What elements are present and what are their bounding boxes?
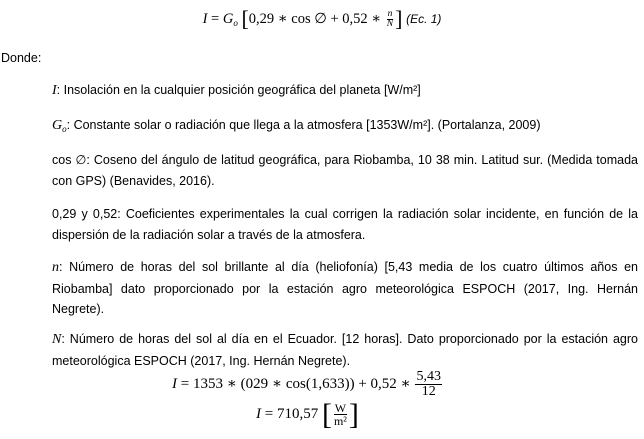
eq3-unit-num: W — [334, 401, 347, 416]
eq3-lhs: I — [256, 406, 261, 422]
definition-coefficients — [52, 204, 638, 245]
eq2-frac-num: 5,43 — [416, 369, 441, 384]
eq1-coef-a: 0,29 — [248, 11, 275, 27]
equation-result — [0, 398, 644, 432]
def-i-text: : Insolación en la cualquier posición geográfica del planeta [W/m²] — [56, 83, 421, 97]
def-big-n-text: : Número de horas del sol al día en el Ecuador. [12 horas]. Dato proporcionado por la estación agro meteorológica ESPOCH (2017, Ing. Hernán Negrete). — [52, 332, 638, 368]
eq2-fraction — [415, 370, 442, 399]
eq1-plus: + — [326, 11, 343, 27]
definition-n-big — [52, 329, 638, 371]
eq1-frac-den: N — [386, 19, 394, 30]
eq1-coef-b: 0,52 — [342, 11, 368, 27]
eq3-rhs: = 710,57 — [261, 406, 322, 422]
eq1-cos-phi: cos ∅ — [291, 11, 327, 27]
def-cos-text: : Coseno del ángulo de latitud geográfica, para Riobamba, 10 38 min. Latitud sur. (Medida tomada con GPS) (Benavides, 2016). — [52, 153, 638, 188]
eq1-fraction — [386, 10, 394, 30]
eq1-close-bracket: ] — [395, 6, 403, 31]
def-go-text: : Constante solar o radiación que llega a la atmosfera [1353W/m²]. (Portalanza, 2009) — [66, 118, 541, 132]
eq3-open-bracket: [ — [321, 398, 332, 431]
equation-calculation — [0, 370, 644, 399]
definition-n-small — [52, 257, 638, 320]
eq1-g-sub: o — [233, 18, 238, 28]
eq2-rhs: = 1353 ∗ (029 ∗ cos(1,633)) + 0,52 ∗ — [177, 375, 415, 392]
definition-i — [52, 80, 638, 102]
eq3-close-bracket: ] — [348, 398, 359, 431]
def-n-text: : Número de horas del sol brillante al día (heliofonía) [5,43 media de los cuatro últimos años en Riobamba] dato proporcionado por la estación agro meteorológica ESPOCH (2017, Ing. Hernán Negrete). — [52, 260, 638, 316]
eq1-times-1: ∗ — [274, 11, 292, 27]
eq2-frac-den: 12 — [421, 384, 436, 399]
eq3-unit-den: m² — [333, 414, 347, 429]
donde-label: Donde: — [1, 51, 42, 65]
def-go-symbol: G — [52, 118, 63, 133]
eq1-label: (Ec. 1) — [406, 12, 442, 26]
def-n-symbol: n — [52, 260, 59, 275]
def-cos-symbol: cos ∅ — [52, 153, 87, 167]
equation-1 — [0, 6, 644, 32]
eq1-frac-num: n — [387, 8, 393, 19]
eq1-lhs: I — [202, 11, 208, 27]
definition-go — [52, 115, 638, 140]
eq1-g: G — [222, 11, 234, 27]
def-go-symbol-sub: o — [62, 124, 67, 134]
def-i-symbol: I — [52, 83, 57, 98]
eq3-unit-fraction — [333, 402, 348, 427]
def-big-n-symbol: N — [52, 332, 62, 347]
eq1-open-bracket: [ — [241, 6, 249, 31]
definition-cos — [52, 150, 638, 191]
eq1-times-2: ∗ — [367, 11, 385, 27]
eq2-lhs: I — [172, 375, 177, 392]
def-coef-text: 0,29 y 0,52: Coeficientes experimentales la cual corrigen la radiación solar incidente, en función de la dispersión de la radiación solar a través de la atmosfera. — [52, 207, 638, 242]
eq1-equals: = — [207, 11, 223, 27]
